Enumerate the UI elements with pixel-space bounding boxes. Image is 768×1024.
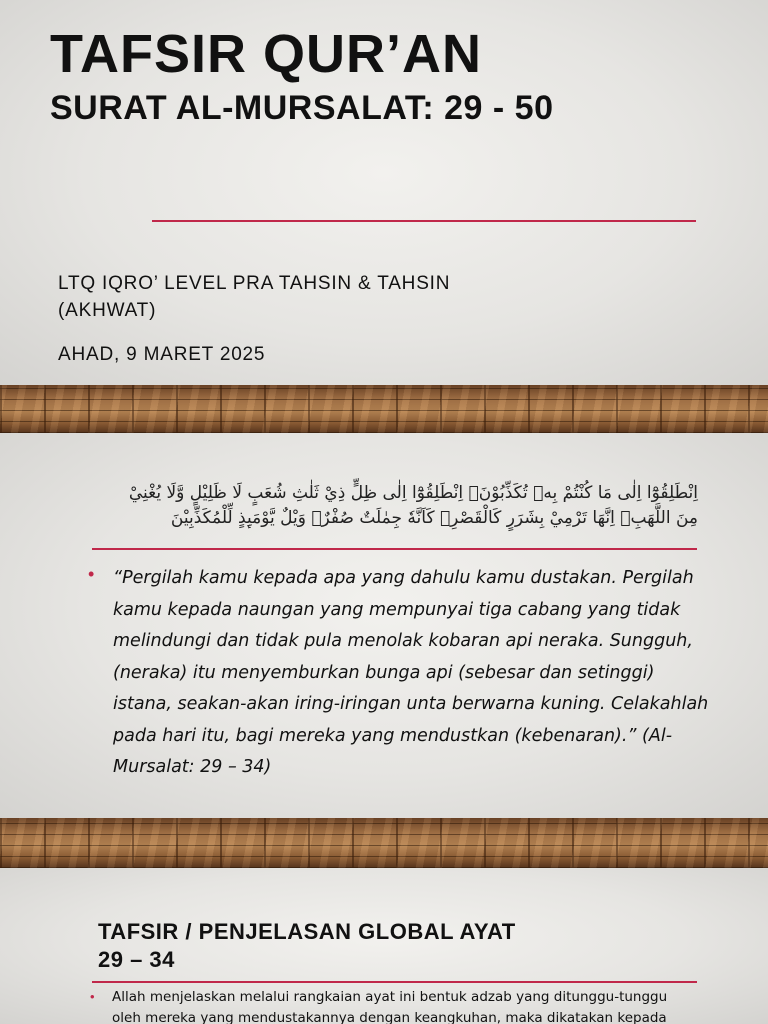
accent-divider xyxy=(92,981,697,983)
tafsir-slide xyxy=(0,868,768,1024)
section-heading: TAFSIR / PENJELASAN GLOBAL AYAT 29 – 34 xyxy=(98,919,516,972)
arabic-verse: اِنْطَلِقُوْٓا اِلٰى مَا كُنْتُمْ بِهٖ تُكَذِّبُوْنَۚ اِنْطَلِقُوْٓا اِلٰى ظِلٍّ ذِيْ ثَلٰثِ شُعَبٍ لَا ظَلِيْلٍ وَّلَا يُغْنِيْ مِنَ اللَّهَبِۗ اِنَّهَا تَرْمِيْ بِشَرَرٍ كَالْقَصْرِۚ كَاَنَّهٗ جِمٰلَتٌ صُفْرٌۗ وَيْلٌ يَّوْمَىِٕذٍ لِّلْمُكَذِّبِيْنَ xyxy=(128,483,698,528)
title-slide xyxy=(0,0,768,385)
program-label: LTQ IQRO’ LEVEL PRA TAHSIN & TAHSIN (AKHWAT) xyxy=(58,273,451,321)
slide-title: TAFSIR QUR’AN xyxy=(50,24,482,84)
accent-divider xyxy=(152,220,696,222)
verse-translation: “Pergilah kamu kepada apa yang dahulu kamu dustakan. Pergilah kamu kepada naungan yang mempunyai tiga cabang yang tidak melindungi dan tidak pula menolak kobaran api neraka. Sungguh, (neraka) itu menyemburkan bunga api (sebesar dan setinggi) istana, seakan-akan iring-iringan unta berwarna kuning. Celakahlah pada hari itu, bagi mereka yang mendustkan (kebenaran).” (Al-Mursalat: 29 – 34) xyxy=(113,568,709,777)
bullet-icon: • xyxy=(88,564,95,584)
wood-floor-band xyxy=(0,385,768,433)
slide-subtitle: SURAT AL-MURSALAT: 29 - 50 xyxy=(50,89,554,127)
tafsir-body: Allah menjelaskan melalui rangkaian ayat ini bentuk adzab yang ditunggu-tunggu oleh mereka yang mendustakannya dengan keangkuhan, maka dikatakan kepada xyxy=(112,989,668,1024)
accent-divider xyxy=(92,548,697,550)
bullet-icon: • xyxy=(90,989,95,1004)
wood-floor-band xyxy=(0,818,768,868)
verse-slide xyxy=(0,433,768,818)
date-label: AHAD, 9 MARET 2025 xyxy=(58,344,266,365)
